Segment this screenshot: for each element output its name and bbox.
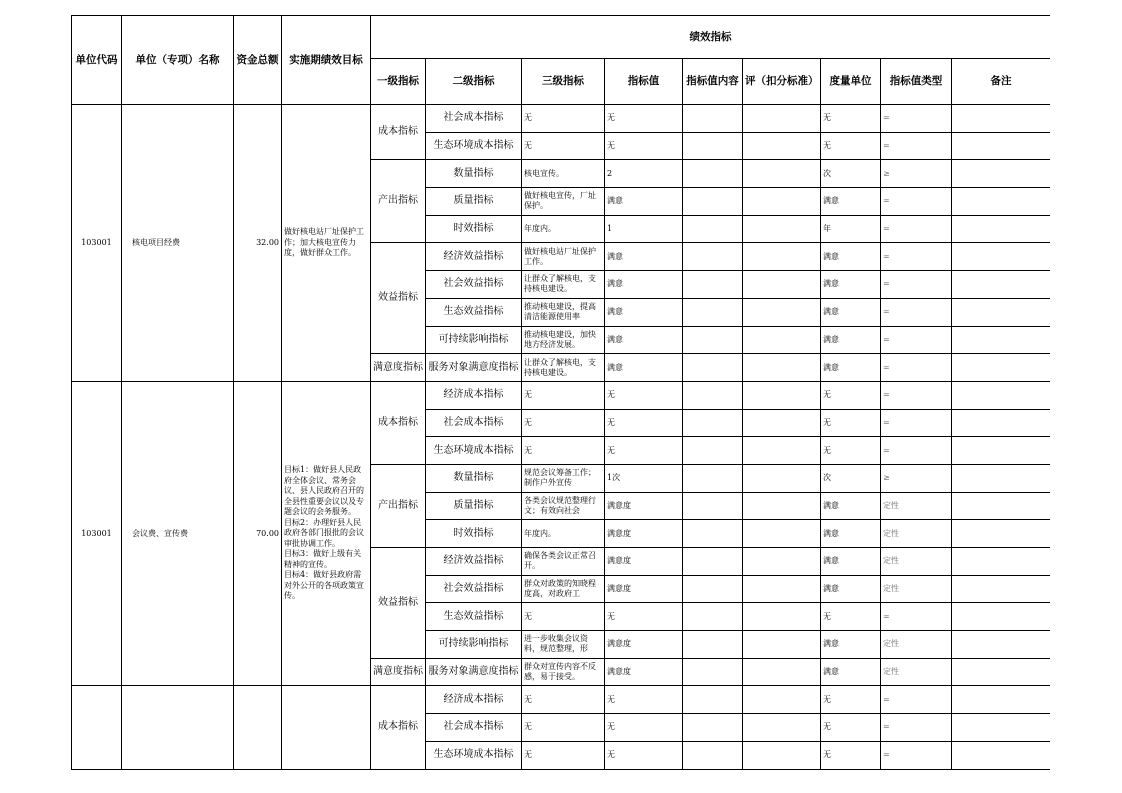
scoring-cell [743,381,821,409]
value-type-cell: = [881,271,952,299]
unit-name-cell: 核电项目经费 [122,105,234,382]
unit-code-cell [72,686,122,769]
remarks-cell [952,354,1051,382]
remarks-cell [952,160,1051,188]
level1-cell: 成本指标 [371,686,426,769]
unit-cell: 无 [821,741,881,769]
value-cell: 满意 [605,354,683,382]
goal-cell: 目标1：做好县人民政府全体会议、常务会议、县人民政府召开的全县性重要会议以及专题会议的会务服务。 目标2：办理好县人民政府各部门报批的会议审批协调工作。 目标3：做好上级有关精神的宣传。 目标4：做好县政府需对外公开的各项政策宣传。 [282,381,371,686]
level2-cell: 生态环境成本指标 [426,437,522,465]
total-funds-cell: 70.00 [234,381,282,686]
scoring-cell [743,575,821,603]
value-type-cell: = [881,741,952,769]
header-level2: 二级指标 [426,59,522,105]
value-type-cell: 定性 [881,658,952,686]
unit-cell: 无 [821,603,881,631]
value-cell: 满意度 [605,520,683,548]
value-content-cell [683,298,743,326]
table-row [72,381,1051,409]
value-cell: 1 [605,215,683,243]
level2-cell: 社会效益指标 [426,575,522,603]
scoring-cell [743,714,821,742]
unit-code-cell: 103001 [72,381,122,686]
header-scoring: 评（扣分标准） [743,59,821,105]
scoring-cell [743,326,821,354]
unit-cell: 次 [821,160,881,188]
scoring-cell [743,188,821,216]
remarks-cell [952,437,1051,465]
table-row [72,105,1051,133]
level2-cell: 社会效益指标 [426,271,522,299]
header-remarks: 备注 [952,59,1051,105]
level2-cell: 生态效益指标 [426,298,522,326]
unit-cell: 满意 [821,271,881,299]
scoring-cell [743,548,821,576]
scoring-cell [743,409,821,437]
level3-cell: 群众对宣传内容不反感，易于接受。 [522,658,605,686]
level3-cell: 无 [522,686,605,714]
value-content-cell [683,437,743,465]
value-content-cell [683,381,743,409]
remarks-cell [952,492,1051,520]
value-content-cell [683,243,743,271]
value-cell: 满意度 [605,575,683,603]
value-type-cell: = [881,243,952,271]
scoring-cell [743,741,821,769]
header-row-1 [72,16,1051,59]
level3-cell: 让群众了解核电，支持核电建设。 [522,354,605,382]
remarks-cell [952,271,1051,299]
remarks-cell [952,188,1051,216]
scoring-cell [743,631,821,659]
level3-cell: 无 [522,132,605,160]
unit-cell: 满意 [821,548,881,576]
header-level1: 一级指标 [371,59,426,105]
level3-cell: 确保各类会议正常召开。 [522,548,605,576]
unit-cell: 满意 [821,298,881,326]
value-content-cell [683,409,743,437]
header-value-content: 指标值内容 [683,59,743,105]
level1-cell: 满意度指标 [371,354,426,382]
value-cell: 2 [605,160,683,188]
value-cell: 满意度 [605,548,683,576]
value-cell: 满意度 [605,658,683,686]
value-type-cell: ≥ [881,464,952,492]
level3-cell: 推动核电建设，加快地方经济发展。 [522,326,605,354]
remarks-cell [952,215,1051,243]
unit-cell: 满意 [821,658,881,686]
remarks-cell [952,326,1051,354]
header-unit-code: 单位代码 [72,16,122,105]
value-type-cell: = [881,686,952,714]
level2-cell: 社会成本指标 [426,714,522,742]
unit-code-cell: 103001 [72,105,122,382]
level2-cell: 时效指标 [426,520,522,548]
level3-cell: 年度内。 [522,215,605,243]
header-level3: 三级指标 [522,59,605,105]
scoring-cell [743,215,821,243]
value-content-cell [683,105,743,133]
performance-sheet [71,15,1050,771]
level2-cell: 社会成本指标 [426,105,522,133]
remarks-cell [952,603,1051,631]
header-value: 指标值 [605,59,683,105]
scoring-cell [743,271,821,299]
level2-cell: 社会成本指标 [426,409,522,437]
level3-cell: 年度内。 [522,520,605,548]
value-type-cell: = [881,215,952,243]
level2-cell: 时效指标 [426,215,522,243]
value-content-cell [683,603,743,631]
remarks-cell [952,658,1051,686]
value-cell: 满意 [605,298,683,326]
value-cell: 满意 [605,326,683,354]
value-type-cell: 定性 [881,575,952,603]
value-content-cell [683,548,743,576]
value-content-cell [683,132,743,160]
level3-cell: 无 [522,603,605,631]
level1-cell: 满意度指标 [371,658,426,686]
level3-cell: 推动核电建设，提高清洁能源使用率 [522,298,605,326]
level3-cell: 无 [522,381,605,409]
scoring-cell [743,105,821,133]
value-cell: 无 [605,105,683,133]
unit-cell: 满意 [821,188,881,216]
value-cell: 无 [605,686,683,714]
unit-name-cell [122,686,234,769]
remarks-cell [952,464,1051,492]
value-type-cell: 定性 [881,520,952,548]
value-cell: 满意度 [605,492,683,520]
level2-cell: 可持续影响指标 [426,326,522,354]
value-type-cell: = [881,603,952,631]
unit-cell: 满意 [821,243,881,271]
value-content-cell [683,492,743,520]
value-type-cell: = [881,298,952,326]
level2-cell: 经济效益指标 [426,243,522,271]
remarks-cell [952,548,1051,576]
scoring-cell [743,354,821,382]
level1-cell: 效益指标 [371,243,426,354]
unit-cell: 满意 [821,492,881,520]
level2-cell: 质量指标 [426,188,522,216]
remarks-cell [952,686,1051,714]
value-type-cell: = [881,354,952,382]
value-content-cell [683,658,743,686]
value-type-cell: = [881,326,952,354]
scoring-cell [743,243,821,271]
total-funds-cell [234,686,282,769]
level2-cell: 经济效益指标 [426,548,522,576]
value-cell: 无 [605,714,683,742]
level2-cell: 经济成本指标 [426,381,522,409]
value-cell: 满意度 [605,631,683,659]
performance-table [71,15,1050,770]
level2-cell: 生态环境成本指标 [426,741,522,769]
value-type-cell: = [881,132,952,160]
level3-cell: 群众对政策的知晓程度高，对政府工 [522,575,605,603]
level3-cell: 无 [522,714,605,742]
unit-cell: 无 [821,686,881,714]
remarks-cell [952,520,1051,548]
level3-cell: 进一步收集会议资料，规范整理，形 [522,631,605,659]
unit-cell: 满意 [821,354,881,382]
value-content-cell [683,631,743,659]
value-type-cell: = [881,437,952,465]
level2-cell: 服务对象满意度指标 [426,354,522,382]
value-type-cell: = [881,409,952,437]
value-type-cell: = [881,381,952,409]
value-content-cell [683,741,743,769]
level3-cell: 做好核电站厂址保护工作。 [522,243,605,271]
header-value-type: 指标值类型 [881,59,952,105]
value-cell: 无 [605,741,683,769]
level1-cell: 产出指标 [371,464,426,547]
value-type-cell: = [881,188,952,216]
level1-cell: 产出指标 [371,160,426,243]
total-funds-cell: 32.00 [234,105,282,382]
value-type-cell: = [881,714,952,742]
value-content-cell [683,326,743,354]
scoring-cell [743,132,821,160]
level2-cell: 生态效益指标 [426,603,522,631]
value-content-cell [683,354,743,382]
scoring-cell [743,492,821,520]
header-goal: 实施期绩效目标 [282,16,371,105]
remarks-cell [952,409,1051,437]
remarks-cell [952,243,1051,271]
level2-cell: 质量指标 [426,492,522,520]
header-indicators: 绩效指标 [371,16,1051,59]
level3-cell: 无 [522,409,605,437]
scoring-cell [743,437,821,465]
unit-cell: 满意 [821,631,881,659]
scoring-cell [743,603,821,631]
value-content-cell [683,520,743,548]
remarks-cell [952,132,1051,160]
scoring-cell [743,464,821,492]
header-total-funds: 资金总额 [234,16,282,105]
level3-cell: 规范会议筹备工作；制作户外宣传 [522,464,605,492]
unit-cell: 次 [821,464,881,492]
unit-cell: 无 [821,437,881,465]
value-content-cell [683,215,743,243]
goal-cell: 做好核电站厂址保护工作；加大核电宣传力度，做好群众工作。 [282,105,371,382]
scoring-cell [743,160,821,188]
table-row [72,686,1051,714]
unit-cell: 无 [821,132,881,160]
level3-cell: 无 [522,437,605,465]
value-content-cell [683,271,743,299]
unit-cell: 满意 [821,326,881,354]
header-unit: 度量单位 [821,59,881,105]
value-content-cell [683,575,743,603]
level2-cell: 经济成本指标 [426,686,522,714]
level3-cell: 核电宣传。 [522,160,605,188]
value-cell: 1次 [605,464,683,492]
level3-cell: 各类会议规范整理行文；有效向社会 [522,492,605,520]
level2-cell: 可持续影响指标 [426,631,522,659]
level2-cell: 服务对象满意度指标 [426,658,522,686]
scoring-cell [743,298,821,326]
value-content-cell [683,686,743,714]
value-cell: 无 [605,603,683,631]
scoring-cell [743,658,821,686]
level3-cell: 做好核电宣传，厂址保护。 [522,188,605,216]
unit-cell: 无 [821,409,881,437]
level2-cell: 数量指标 [426,160,522,188]
remarks-cell [952,298,1051,326]
value-cell: 满意 [605,188,683,216]
level3-cell: 让群众了解核电，支持核电建设。 [522,271,605,299]
level2-cell: 生态环境成本指标 [426,132,522,160]
unit-cell: 年 [821,215,881,243]
level3-cell: 无 [522,741,605,769]
header-unit-name: 单位（专项）名称 [122,16,234,105]
goal-cell [282,686,371,769]
value-type-cell: 定性 [881,548,952,576]
value-cell: 满意 [605,243,683,271]
scoring-cell [743,520,821,548]
value-cell: 无 [605,409,683,437]
level2-cell: 数量指标 [426,464,522,492]
value-type-cell: ≥ [881,160,952,188]
level1-cell: 成本指标 [371,105,426,160]
remarks-cell [952,741,1051,769]
value-cell: 满意 [605,271,683,299]
unit-name-cell: 会议费、宣传费 [122,381,234,686]
value-content-cell [683,714,743,742]
value-cell: 无 [605,381,683,409]
scoring-cell [743,686,821,714]
remarks-cell [952,381,1051,409]
remarks-cell [952,714,1051,742]
value-type-cell: = [881,105,952,133]
level1-cell: 效益指标 [371,548,426,659]
unit-cell: 无 [821,381,881,409]
value-type-cell: 定性 [881,631,952,659]
level3-cell: 无 [522,105,605,133]
value-cell: 无 [605,437,683,465]
level1-cell: 成本指标 [371,381,426,464]
unit-cell: 无 [821,105,881,133]
remarks-cell [952,631,1051,659]
value-cell: 无 [605,132,683,160]
value-content-cell [683,188,743,216]
unit-cell: 满意 [821,575,881,603]
value-content-cell [683,464,743,492]
value-type-cell: 定性 [881,492,952,520]
remarks-cell [952,575,1051,603]
value-content-cell [683,160,743,188]
unit-cell: 无 [821,714,881,742]
unit-cell: 满意 [821,520,881,548]
remarks-cell [952,105,1051,133]
